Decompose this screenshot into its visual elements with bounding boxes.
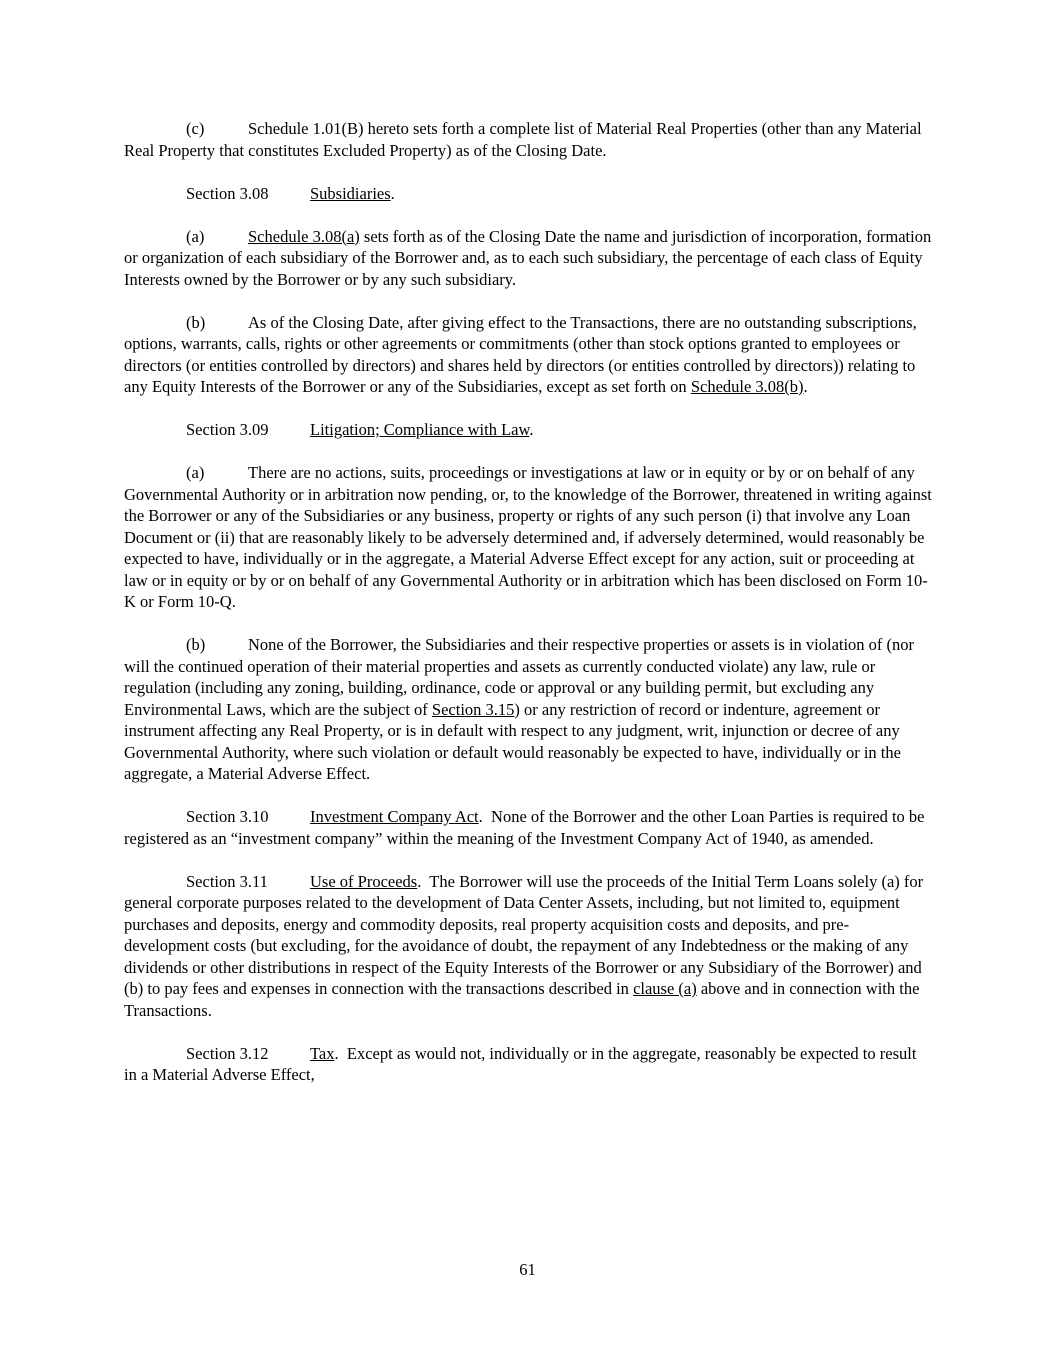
paragraph-3-09-a [124, 462, 937, 613]
underlined-text: Section 3.15 [431, 699, 515, 719]
heading-section-3-08 [124, 183, 932, 205]
paragraph-label: Section 3.09 [186, 420, 269, 439]
paragraph-label: Section 3.12 [186, 1043, 269, 1063]
text-run: ) or any restriction of record or indenture, agreement or instrument affecting any Real Property, or is in default with respect to any judgment, writ, injunction or decree of any Governmental Authority, where such violation or default would reasonably be expected to have, individually or in the aggregate, a Material Adverse Effect. [124, 699, 906, 783]
text-run: . [529, 420, 534, 439]
text-run: sets forth as of the Closing Date the name and jurisdiction of incorporation, formation or organization of each subsidiary of the Borrower and, as to each such subsidiary, the percentage of each class of Equity Interests owned by the Borrower or by any such subsidiary. [124, 226, 936, 289]
text-run: There are no actions, suits, proceedings or investigations at law or in equity or by or on behalf of any Governmental Authority or in arbitration now pending, or, to the knowledge of the Borrower, threatened in writing against the Borrower or any of the Subsidiaries or any business, property or rights of any such person (i) that involve any Loan Document or (ii) that are reasonably likely to be adversely determined and, if adversely determined, would reasonably be expected to have, individually or in the aggregate, a Material Adverse Effect except for any action, suit or proceeding at law or in equity or by or on behalf of any Governmental Authority or in arbitration which has been disclosed on Form 10-K or Form 10-Q. [124, 463, 937, 611]
text-run: . None of the Borrower and the other Loan Parties is required to be registered as an “investment company” within the meaning of the Investment Company Act of 1940, as amended. [124, 807, 929, 848]
paragraph-label: Section 3.08 [186, 183, 269, 203]
paragraph-label: (a) [186, 463, 205, 482]
paragraph-label: (c) [186, 119, 205, 138]
text-run: above and in connection with the Transactions. [124, 979, 924, 1020]
paragraph-label: (b) [186, 312, 206, 332]
underlined-text: clause (a) [633, 979, 697, 998]
paragraph-label: (a) [186, 226, 205, 246]
underlined-text: Use of Proceeds [310, 871, 418, 891]
underlined-text: Investment Company Act [310, 807, 479, 826]
paragraph-3-08-b [124, 312, 932, 398]
paragraph-label: (b) [186, 635, 206, 654]
heading-section-3-09 [124, 419, 932, 441]
text-run: . [390, 183, 395, 203]
paragraph-3-08-a [124, 226, 936, 291]
text-run: As of the Closing Date, after giving effect to the Transactions, there are no outstanding subscriptions, options, warrants, calls, rights or other agreements or commitments (other than stock options granted to employees or directors (or entities controlled by directors) and shares held by directors (or entities controlled by directors)) relating to any Equity Interests of the Borrower or any of the Subsidiaries, except as set forth on [124, 312, 921, 396]
text-run: Schedule 1.01(B) hereto sets forth a complete list of Material Real Properties (other than any Material Real Property that constitutes Excluded Property) as of the Closing Date. [124, 119, 926, 160]
text-run: . The Borrower will use the proceeds of the Initial Term Loans solely (a) for general corporate purposes related to the development of Data Center Assets, including, but not limited to, equipment purchases and deposits, energy and commodity deposits, real property acquisition costs and deposits, and pre-development costs (but excluding, for the avoidance of doubt, the repayment of any Indebtedness or the making of any dividends or other distributions in respect of the Equity Interests of the Borrower or any Subsidiary of the Borrower) and (b) to pay fees and expenses in connection with the transactions described in [124, 871, 928, 998]
paragraph-1-01-c [124, 118, 932, 161]
underlined-text: Schedule 3.08(b) [690, 377, 804, 396]
paragraph-section-3-11 [124, 871, 932, 1022]
document-content [124, 118, 937, 1107]
paragraph-label: Section 3.10 [186, 807, 269, 826]
underlined-text: Litigation; Compliance with Law [310, 420, 530, 439]
paragraph-3-09-b [124, 634, 932, 785]
text-run: None of the Borrower, the Subsidiaries and their respective properties or assets is in violation of (nor will the continued operation of their material properties and assets as currently conducted violate) any law, rule or regulation (including any zoning, building, ordinance, code or approval or any building permit, but excluding any Environmental Laws, which are the subject of [124, 635, 919, 719]
underlined-text: Subsidiaries [310, 183, 391, 203]
text-run: . [803, 377, 808, 396]
paragraph-section-3-10 [124, 806, 932, 849]
paragraph-section-3-12 [124, 1043, 932, 1086]
underlined-text: Schedule 3.08(a) [248, 226, 360, 246]
text-run: . Except as would not, individually or in the aggregate, reasonably be expected to result in a Material Adverse Effect, [124, 1043, 921, 1084]
paragraph-label: Section 3.11 [186, 871, 268, 891]
page-number: 61 [519, 1260, 536, 1279]
underlined-text: Tax [310, 1043, 335, 1063]
